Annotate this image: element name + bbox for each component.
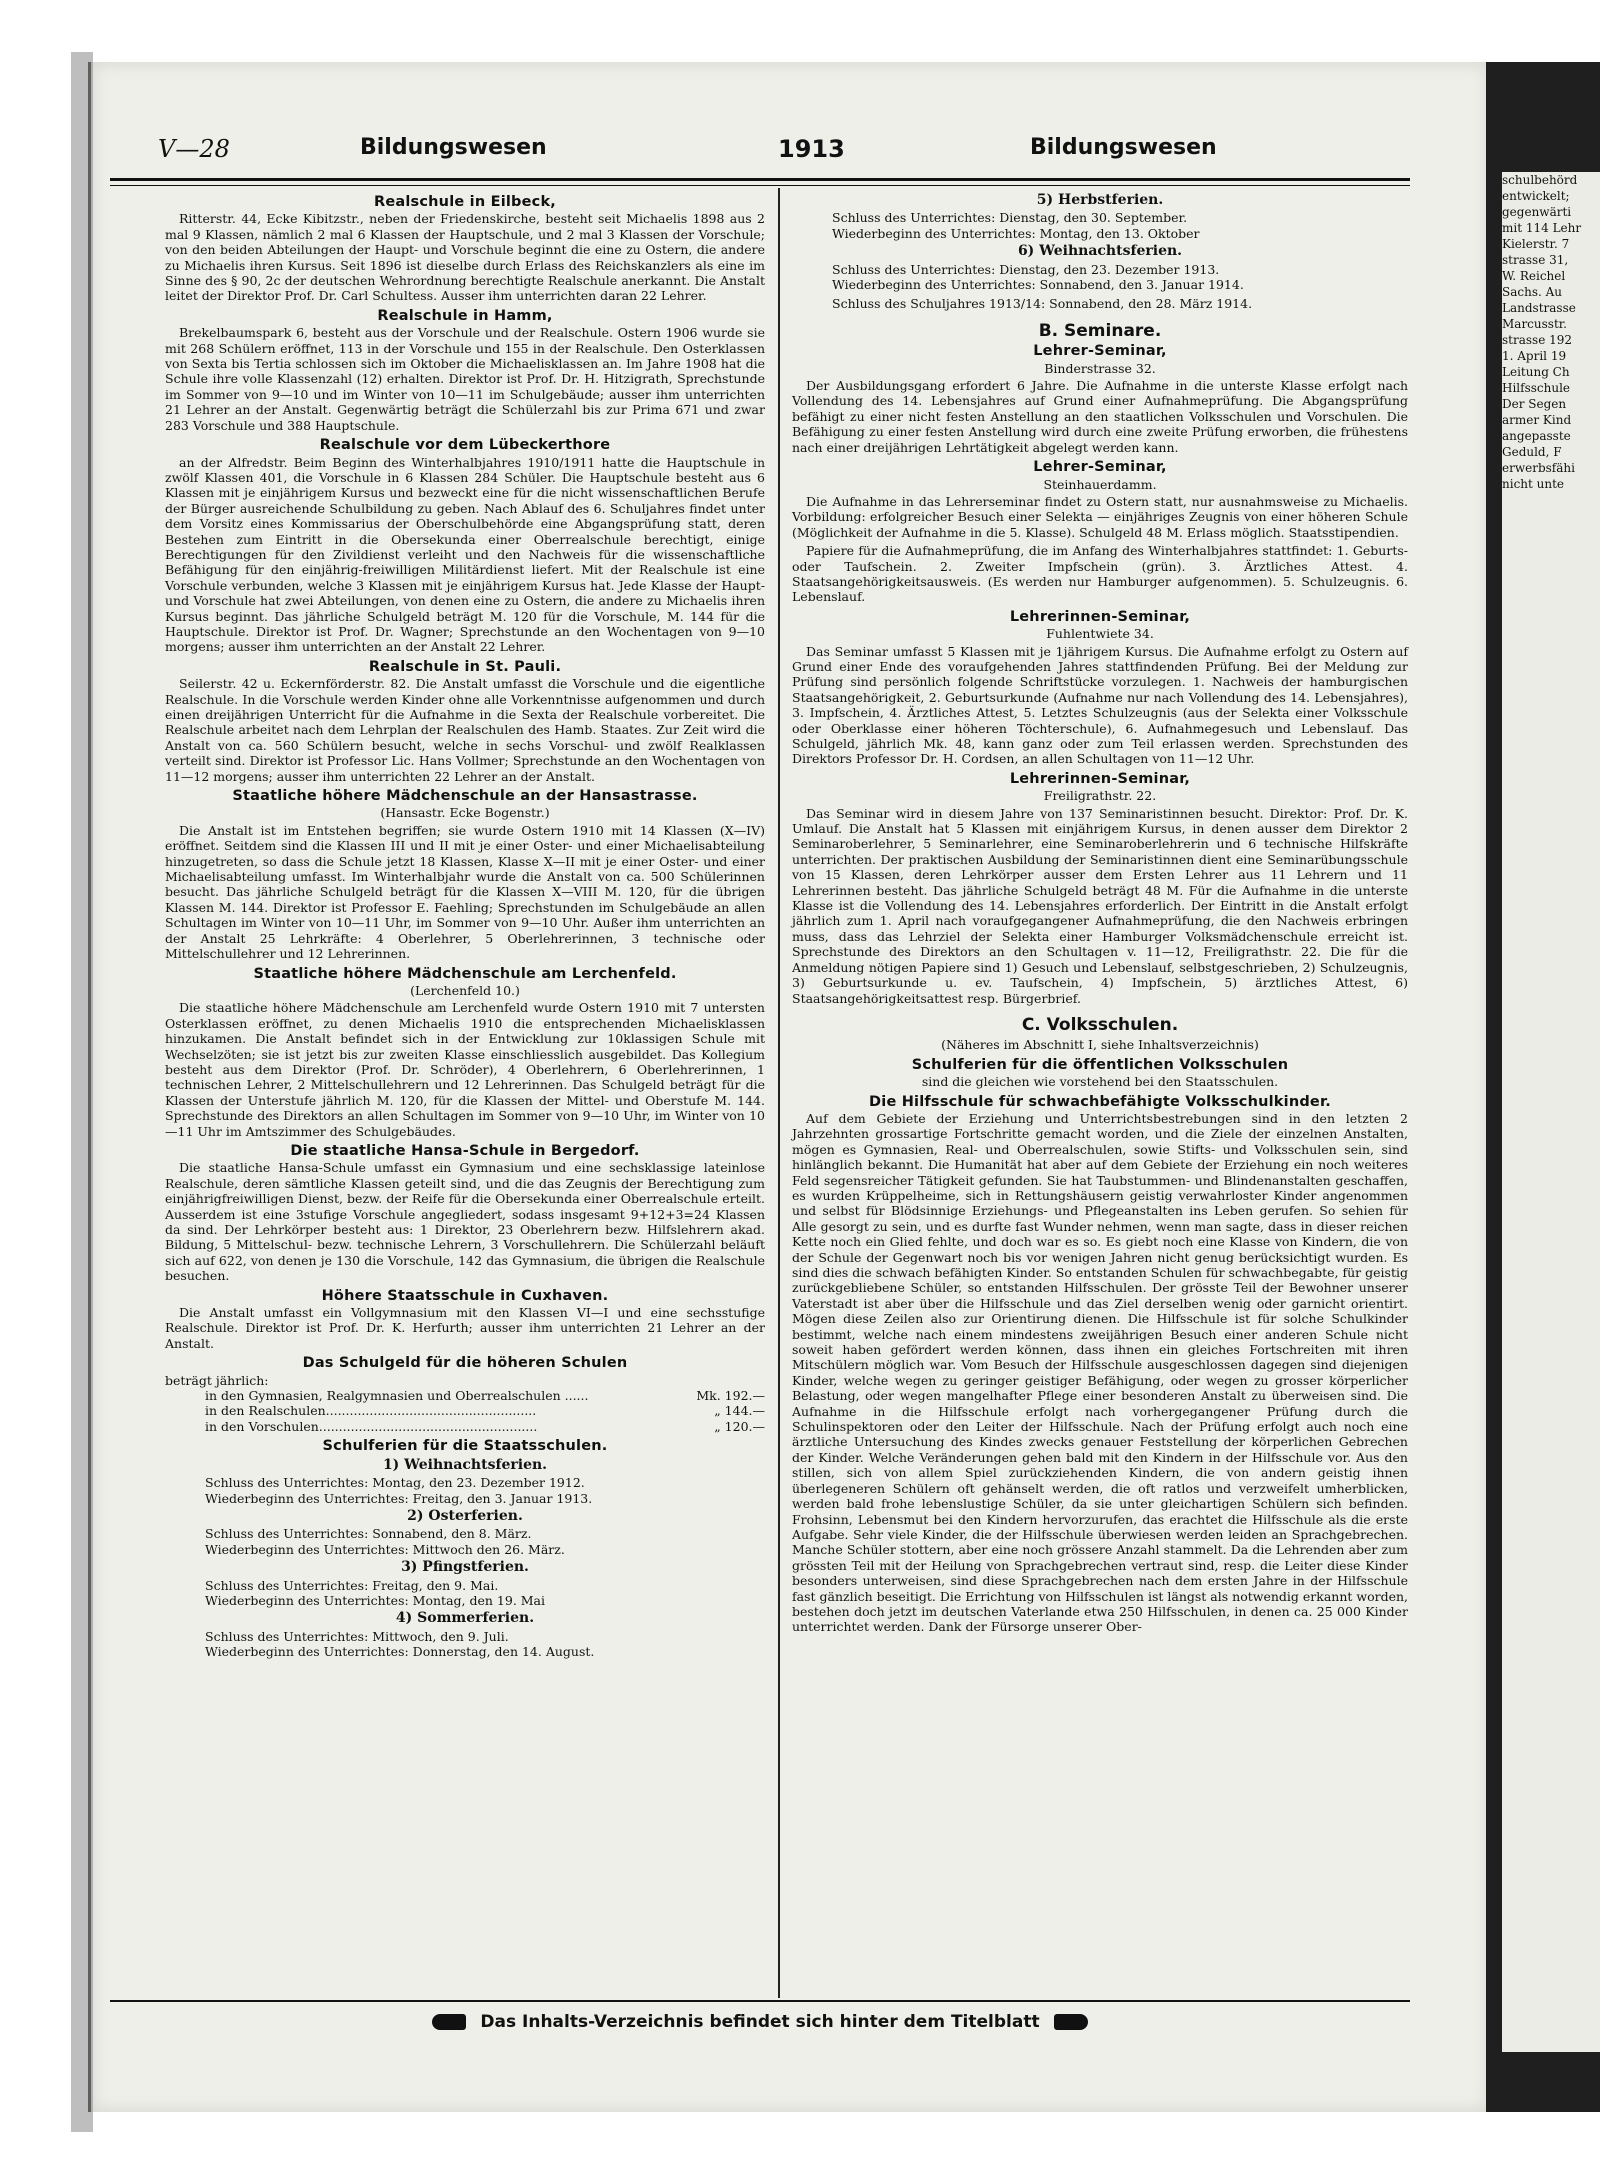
fee-value: Mk. 192.—: [696, 1388, 765, 1404]
ferien-line: Schluss des Unterrichtes: Mittwoch, den 9. Juli.: [205, 1628, 509, 1644]
adjacent-page-line: Landstrasse: [1502, 301, 1576, 315]
ferien-title: 2) Osterferien.: [407, 1507, 523, 1524]
ferien-line: Wiederbeginn des Unterrichtes: Donnerstag, den 14. August.: [205, 1644, 595, 1660]
column-separator: [778, 188, 780, 1998]
fee-row: [165, 1419, 765, 1434]
section-title: Staatliche höhere Mädchenschule an der Hansastrasse.: [232, 788, 698, 805]
ferien-line: Wiederbeginn des Unterrichtes: Mittwoch den 26. März.: [205, 1541, 565, 1557]
section-text: Ritterstr. 44, Ecke Kibitzstr., neben der Friedenskirche, besteht seit Michaelis 1898 aus 2 mal 9 Klassen, nämlich 2 mal 6 Klassen der Hauptschule, und 2 mal 3 Klassen der Vorschule; von den beiden Abteilungen der Haupt- und Vorschule beginnt die eine zu Ostern, die andere zu Michaelis ihren Kursus. Seit 1896 ist dieselbe durch Erlass des Reichskanzlers als eine im Sinne des § 90, 2c der deutschen Wehrordnung berechtigte Realschule anerkannt. Die Anstalt leitet der Direktor Prof. Dr. Carl Schultess. Ausser ihm unterrichten daran 22 Lehrer.: [165, 211, 765, 304]
adjacent-page-line: strasse 192: [1502, 333, 1573, 347]
footer-text: Das Inhalts-Verzeichnis befindet sich hinter dem Titelblatt: [480, 2012, 1040, 2032]
section-subtitle: sind die gleichen wie vorstehend bei den Staatsschulen.: [921, 1074, 1279, 1090]
left-column: [165, 190, 765, 1660]
fee-value: „ 144.—: [714, 1403, 765, 1419]
header-left-title: Bildungswesen: [360, 135, 547, 160]
footer-notice: [110, 2012, 1410, 2032]
ferien-line: Schluss des Unterrichtes: Dienstag, den 30. September.: [832, 210, 1188, 226]
page-header: [110, 135, 1410, 175]
ferien-line: Wiederbeginn des Unterrichtes: Sonnabend, den 3. Januar 1914.: [832, 277, 1244, 293]
section-text: Papiere für die Aufnahmeprüfung, die im Anfang des Winterhalbjahres stattfindet: 1. Geburts- oder Taufschein. 2. Zweiter Impfschein (grün). 3. Ärztliches Attest. 4. Staatsangehörigkeitsausweis. (Es werden nur Hamburger aufgenommen). 5. Schulzeugnis. 6. Lebenslauf.: [792, 543, 1408, 605]
section-text: Seilerstr. 42 u. Eckernförderstr. 82. Die Anstalt umfasst die Vorschule und die eigentliche Realschule. In die Vorschule werden Kinder ohne alle Vorkenntnisse aufgenommen und durch einen dreijährigen Unterricht für die Aufnahme in die Sexta der Realschule vorbereitet. Die Realschule arbeitet nach dem Lehrplan der Realschulen des Hamb. Staates. Zur Zeit wird die Anstalt von ca. 560 Schülern besucht, welche in sechs Vorschul- und zwölf Realklassen verteilt sind. Direktor ist Professor Lic. Hans Vollmer; Sprechstunde an den Wochentagen von 11—12 morgens; ausser ihm unterrichten 22 Lehrer an der Anstalt.: [165, 676, 765, 784]
section-title: Die Hilfsschule für schwachbefähigte Volksschulkinder.: [869, 1093, 1331, 1110]
section-text: Der Ausbildungsgang erfordert 6 Jahre. Die Aufnahme in die unterste Klasse erfolgt nach Vollendung des 14. Lebensjahres auf Grund einer Aufnahmeprüfung. Die Abgangsprüfung befähigt zu einer nicht festen Anstellung an den staatlichen Volksschulen und Vorschulen. Die Befähigung zu einer festen Anstellung wird durch eine zweite Prüfung erworben, die frühestens nach einer dreijährigen Lehrtätigkeit abgelegt werden kann.: [792, 378, 1408, 455]
ferien-line: Schluss des Unterrichtes: Sonnabend, den 8. März.: [205, 1526, 532, 1542]
adjacent-page-line: schulbehörd: [1502, 173, 1578, 187]
footer-rule: [110, 2000, 1410, 2002]
section-title: Lehrerinnen-Seminar,: [1009, 770, 1191, 787]
fee-label: in den Realschulen.....................................................: [205, 1403, 537, 1419]
chapter-title: C. Volksschulen.: [1021, 1014, 1179, 1035]
section-title: Staatliche höhere Mädchenschule am Lerchenfeld.: [253, 965, 677, 982]
ferien-line: Schluss des Unterrichtes: Freitag, den 9. Mai.: [205, 1577, 499, 1593]
adjacent-page-line: angepasste: [1502, 429, 1571, 443]
ferien-line: Wiederbeginn des Unterrichtes: Montag, den 13. Oktober: [832, 225, 1200, 241]
adjacent-page-line: Leitung Ch: [1502, 365, 1570, 379]
ferien-line: Schluss des Unterrichtes: Montag, den 23. Dezember 1912.: [205, 1475, 585, 1491]
section-text: Die Anstalt ist im Entstehen begriffen; sie wurde Ostern 1910 mit 14 Klassen (X—IV) eröffnet. Seitdem sind die Klassen III und II mit je einer Oster- und einer Michaelisabteilung hinzugetreten, so dass die Schule jetzt 18 Klassen, Klasse X—II mit je einer Oster- und einer Michaelisabteilung umfasst. Im Winterhalbjahr wurde die Anstalt von ca. 500 Schülerinnen besucht. Das jährliche Schulgeld beträgt für die Klassen X—VIII M. 120, für die übrigen Klassen M. 144. Direktor ist Professor E. Faehling; Sprechstunden im Schulgebäude an allen Schultagen im Winter von 10—11 Uhr, im Sommer von 9—10 Uhr. Außer ihm unterrichten an der Anstalt 25 Lehrkräfte: 4 Oberlehrer, 5 Oberlehrerinnen, 3 technische oder Mittelschullehrer und 12 Lehrerinnen.: [165, 822, 765, 962]
section-text: Das Seminar wird in diesem Jahre von 137 Seminaristinnen besucht. Direktor: Prof. Dr. K. Umlauf. Die Anstalt hat 5 Klassen mit einjährigem Kursus, in denen ausser dem Direktor 2 Seminaroberlehrer, 5 Seminarlehrer, eine Seminaroberlehrerin und 6 technische Hilfskräfte unterrichten. Der praktischen Ausbildung der Seminaristinnen dient eine Seminarübungsschule von 15 Klassen, deren Lehrkörper ausser dem Ersten Lehrer aus 11 Lehrern und 11 Lehrerinnen besteht. Das jährliche Schulgeld beträgt 48 M. Für die Aufnahme in die unterste Klasse ist die Vollendung des 14. Lebensjahres erforderlich. Der Eintritt in die Anstalt erfolgt jährlich zum 1. April nach voraufgegangener Aufnahmeprüfung, die den Nachweis erbringen muss, dass das Lehrziel der Selekta einer Hamburger Volksmädchenschule erreicht ist. Sprechstunde des Direktors an den Schultagen v. 11—12, Freiligrathstr. 22. Die für die Anmeldung nötigen Papiere sind 1) Gesuch und Lebenslauf, selbstgeschrieben, 2) Schulzeugnis, 3) Geburtsurkunde u. ev. Taufschein, 4) Impfschein, 5) ärztliches Attest, 6) Staatsangehörigkeitsattest resp. Bürgerbrief.: [792, 805, 1408, 1006]
section-text: Die staatliche höhere Mädchenschule am Lerchenfeld wurde Ostern 1910 mit 7 untersten Osterklassen eröffnet, zu denen Michaelis 1910 die entsprechenden Michaelisklassen hinzukamen. Die Anstalt befindet sich in der Entwicklung zur 10klassigen Schule mit Wechselzöten; sie ist jetzt bis zur zweiten Klasse einschliesslich ausgebildet. Das Kollegium besteht aus dem Direktor (Prof. Dr. Schröder), 4 Oberlehrern, 6 Oberlehrerinnen, 1 technischen Lehrer, 2 Mittelschullehrern und 12 Lehrerinnen. Das Schulgeld beträgt für die Klassen der Unterstufe jährlich M. 120, für die Klassen der Mittel- und Oberstufe M. 144. Sprechstunde des Direktors an allen Schultagen im Sommer von 9—10 Uhr, im Winter von 10—11 Uhr im Amtszimmer des Schulgebäudes.: [165, 1000, 765, 1139]
chapter-title: B. Seminare.: [1038, 320, 1162, 341]
fees-table: [165, 1388, 765, 1434]
adjacent-page-strip: [1486, 62, 1600, 2112]
adjacent-page-line: entwickelt;: [1502, 189, 1570, 203]
ferien-line: Wiederbeginn des Unterrichtes: Freitag, den 3. Januar 1913.: [205, 1490, 593, 1506]
section-subtitle: (Lerchenfeld 10.): [410, 982, 520, 998]
ferien-title: 4) Sommerferien.: [395, 1610, 535, 1627]
section-text: an der Alfredstr. Beim Beginn des Winterhalbjahres 1910/1911 hatte die Hauptschule in zwölf Klassen 401, die Vorschule in 6 Klassen 284 Schüler. Die Hauptschule besteht aus 6 Klassen mit je einjährigem Kursus und bezweckt eine für die nicht wissenschaftlichen Berufe der Bürger ausreichende Schulbildung zu geben. Nach Ablauf des 6. Schuljahres findet unter dem Vorsitz eines Kommissarius der Oberschulbehörde eine Abgangsprüfung statt, deren Bestehen zum Eintritt in die Obersekunda einer Oberrealschule berechtigt, einige Berechtigungen für den Zivildienst verleiht und den Nachweis für die wissenschaftliche Befähigung für den einjährig-freiwilligen Militärdienst liefert. Mit der Realschule ist eine Vorschule verbunden, welche 3 Klassen mit je einjährigem Kursus hat. Jede Klasse der Haupt- und Vorschule hat zwei Abteilungen, von denen eine zu Ostern, die andere zu Michaelis ihren Kursus beginnt. Das jährliche Schulgeld beträgt M. 120 für die Vorschule, M. 144 für die Hauptschule. Direktor ist Prof. Dr. Wagner; Sprechstunde an den Wochentagen von 9—10 morgens; ausser ihm unterrichten an der Anstalt 22 Lehrer.: [165, 454, 765, 655]
ferien-title: 3) Pfingstferien.: [401, 1559, 529, 1576]
ferien-title: 5) Herbstferien.: [1036, 192, 1164, 208]
section-title: Lehrer-Seminar,: [1033, 459, 1167, 476]
ferien-line: Schluss des Schuljahres 1913/14: Sonnabend, den 28. März 1914.: [832, 296, 1253, 312]
section-title: Das Schulgeld für die höheren Schulen: [302, 1355, 628, 1372]
adjacent-page-line: Hilfsschule: [1502, 381, 1571, 395]
header-rule: [110, 178, 1410, 186]
section-title: Lehrerinnen-Seminar,: [1009, 608, 1191, 625]
section-title: Schulferien für die Staatsschulen.: [322, 1438, 608, 1455]
section-title: Realschule in Hamm,: [377, 307, 553, 324]
adjacent-page-line: strasse 31,: [1502, 253, 1569, 267]
section-subtitle: Freiligrathstr. 22.: [1043, 788, 1157, 804]
ferien-title: 1) Weihnachtsferien.: [382, 1456, 548, 1473]
section-title: Realschule vor dem Lübeckerthore: [319, 437, 611, 454]
section-title: Realschule in Eilbeck,: [373, 194, 557, 210]
adjacent-page-line: armer Kind: [1502, 413, 1572, 427]
pointing-hand-icon: [1054, 2014, 1088, 2030]
ferien-line: Wiederbeginn des Unterrichtes: Montag, den 19. Mai: [205, 1592, 546, 1608]
section-text: Die Aufnahme in das Lehrerseminar findet zu Ostern statt, nur ausnahmsweise zu Michaelis. Vorbildung: erfolgreicher Besuch einer Selekta — einjähriges Zeugnis von einer höheren Schule (Möglichkeit der Aufnahme in die 5. Klasse). Schulgeld 48 M. Erlass möglich. Staatsstipendien.: [792, 493, 1408, 540]
adjacent-page-line: 1. April 19: [1502, 349, 1567, 363]
section-title: Lehrer-Seminar,: [1033, 343, 1167, 360]
section-subtitle: Binderstrasse 32.: [1044, 360, 1156, 376]
right-column: [792, 190, 1408, 1638]
section-subtitle: Fuhlentwiete 34.: [1046, 626, 1154, 642]
adjacent-page-line: erwerbsfähi: [1502, 461, 1575, 475]
adjacent-page-line: gegenwärti: [1502, 205, 1572, 219]
section-title: Realschule in St. Pauli.: [368, 658, 562, 675]
pointing-hand-icon: [432, 2014, 466, 2030]
section-title: Höhere Staatsschule in Cuxhaven.: [321, 1287, 609, 1304]
section-title: Schulferien für die öffentlichen Volksschulen: [911, 1056, 1289, 1073]
adjacent-page-line: Kielerstr. 7: [1502, 237, 1570, 251]
adjacent-page-line: Geduld, F: [1502, 445, 1562, 459]
section-text: Das Seminar umfasst 5 Klassen mit je 1jährigem Kursus. Die Aufnahme erfolgt zu Ostern auf Grund einer Ende des voraufgehenden Jahres stattfindenden Prüfung. Bei der Meldung zur Prüfung sind persönlich folgende Schriftstücke vorzulegen. 1. Nachweis der hamburgischen Staatsangehörigkeit, 2. Geburtsurkunde (Aufnahme nur nach Vollendung des 14. Lebensjahres), 3. Impfschein, 4. Ärztliches Attest, 5. Letztes Schulzeugnis (aus der Selekta einer Volksschule oder Oberklasse einer höheren Töchterschule), 6. Aufnahmegesuch und Lebenslauf. Das Schulgeld, jährlich Mk. 48, kann ganz oder zum Teil erlassen werden. Sprechstunden des Direktors Professor Dr. H. Cordsen, an allen Schultagen von 11—12 Uhr.: [792, 643, 1408, 767]
adjacent-page-line: nicht unte: [1502, 477, 1565, 491]
adjacent-page-line: Der Segen: [1502, 397, 1567, 411]
fee-row: [165, 1388, 765, 1403]
ferien-title: 6) Weihnachtsferien.: [1017, 243, 1183, 260]
fees-intro: beträgt jährlich:: [165, 1372, 269, 1388]
section-text: Auf dem Gebiete der Erziehung und Unterrichtsbestrebungen sind in den letzten 2 Jahrzehnten grossartige Fortschritte gemacht worden, und die Ziele der einzelnen Anstalten, mögen es Gymnasien, Real- und Oberrealschulen, sowie Stifts- und Volksschulen sein, sind hinlänglich bekannt. Die Humanität hat aber auf dem Gebiete der Erziehung ein noch weiteres Feld segensreicher Tätigkeit gefunden. Sie hat Taubstummen- und Blindenanstalten geschaffen, es wurden Krüppelheime, sich in Rettungshäusern geistig verwahrloster Kinder angenommen und selbst für Blödsinnige Erziehungs- und Pflegeanstalten ins Leben gerufen. So sehien für Alle gesorgt zu sein, und es durfte fast Wunder nehmen, wenn man sagte, dass in dieser reichen Kette noch ein Glied fehlte, und doch war es so. Es giebt noch eine Klasse von Kindern, die von der Schule der Gegenwart noch bis vor wenigen Jahren nicht genug berücksichtigt wurden. Es sind dies die schwach befähigten Kinder. So entstanden Schulen für schwachbegabte, für geistig zurückgebliebene Schüler, so entstanden Hilfsschulen. Der grösste Teil der Bewohner unserer Vaterstadt ist aber über die Hilfsschule und das Ziel derselben wenig oder garnicht orientirt. Mögen diese Zeilen also zur Orientirung dienen. Die Hilfsschule ist für solche Schulkinder bestimmt, welche nach einem mindestens zweijährigen Besuch einer anderen Schule nicht soweit haben gefördert werden können, dass ihnen ein gleiches Fortschreiten mit ihren Mitschülern möglich war. Vom Besuch der Hilfsschule ausgeschlossen dagegen sind diejenigen Kinder, welche wegen zu geringer geistiger Befähigung, oder wegen zu grosser körperlicher Belastung, oder wegen mangelhafter Pflege einer besonderen Anstalt zu überweisen sind. Die Aufnahme in die Hilfsschule erfolgt nach vorhergegangener Prüfung durch die Schulinspektoren oder den Leiter der Hilfsschule. Nach der Prüfung erfolgt auch noch eine ärztliche Untersuchung des Kindes zwecks genauer Feststellung der körperlichen Gebrechen der Kinder. Welche Veränderungen gehen bald mit den Kindern in der Hilfsschule vor. Aus den stillen, sich von allem Spiel zurückziehenden Kindern, die von andern geistig ihnen überlegeneren Schülern oft gehänselt werden, die oft ratlos und verzweifelt umherblicken, werden bald frohe lebenslustige Schüler, da sie unter gleichartigen Schülern sich befinden. Frohsinn, Lebensmut bei den Kindern hervorzurufen, das erachtet die Hilfsschule als die erste Aufgabe. Sehr viele Kinder, die der Hilfsschule überwiesen werden leiden an Sprachgebrechen. Manche Schüler stottern, aber eine noch grössere Anzahl stammelt. Da die Lehrenden aber zum grössten Teil mit der Heilung von Sprachgebrechen vertraut sind, resp. die Leiter diese Kinder besonders unterweisen, sind diese Sprachgebrechen nach dem ersten Jahre in der Hilfsschule fast gänzlich beseitigt. Die Errichtung von Hilfsschulen ist längst als notwendig erkannt worden, bestehen doch jetzt im deutschen Vaterlande etwa 250 Hilfsschulen, in denen ca. 25 000 Kinder unterrichtet werden. Dank der Fürsorge unserer Ober-: [792, 1110, 1408, 1635]
fee-label: in den Gymnasien, Realgymnasien und Oberrealschulen ......: [205, 1388, 589, 1404]
adjacent-page-text: [1502, 172, 1600, 2052]
page-reference: V—28: [158, 135, 230, 163]
header-right-title: Bildungswesen: [1030, 135, 1217, 160]
scan-margin: [0, 0, 55, 2177]
section-text: Die staatliche Hansa-Schule umfasst ein Gymnasium und eine sechsklassige lateinlose Realschule, deren sämtliche Klassen geteilt sind, und die das Zeugnis der Berechtigung zum einjährigfreiwilligen Dienst, bezw. der Reife für die Obersekunda einer Oberrealschule erteilt. Ausserdem ist eine 3stufige Vorschule angegliedert, sodass insgesamt 9+12+3=24 Klassen da sind. Der Lehrkörper besteht aus: 1 Direktor, 23 Oberlehrern bezw. Hilfslehrern akad. Bildung, 5 Mittelschul- bezw. technische Lehrern, 3 Vorschullehrern. Die Schülerzahl beläuft sich auf 622, von denen je 130 die Vorschule, 142 das Gymnasium, die übrigen die Realschule besuchen.: [165, 1160, 765, 1284]
adjacent-page-line: mit 114 Lehr: [1502, 221, 1582, 235]
adjacent-page-line: W. Reichel: [1502, 269, 1566, 283]
header-year: 1913: [778, 135, 845, 163]
section-text: Die Anstalt umfasst ein Vollgymnasium mit den Klassen VI—I und eine sechsstufige Realschule. Direktor ist Prof. Dr. K. Herfurth; ausser ihm unterrichten 21 Lehrer an der Anstalt.: [165, 1305, 765, 1351]
section-text: Brekelbaumspark 6, besteht aus der Vorschule und der Realschule. Ostern 1906 wurde sie mit 268 Schülern eröffnet, 113 in der Vorschule und 155 in der Realschule. Den Osterklassen von Sexta bis Tertia schlossen sich im Oktober die Michaelisklassen an. Im Jahre 1908 hat die Schule ihre volle Klassenzahl (12) erhalten. Direktor ist Prof. Dr. H. Hitzigrath, Sprechstunde im Sommer von 9—10 und im Winter von 10—11 im Schulgebäude; ausser ihm unterrichten 21 Lehrer an der Anstalt. Gegenwärtig beträgt die Schülerzahl bis zur Prima 671 und zwar 283 Vorschule und 388 Hauptschule.: [165, 325, 765, 433]
adjacent-page-line: Marcusstr.: [1502, 317, 1567, 331]
section-subtitle: (Hansastr. Ecke Bogenstr.): [380, 805, 550, 821]
section-title: Die staatliche Hansa-Schule in Bergedorf.: [290, 1142, 640, 1159]
section-subtitle: (Näheres im Abschnitt I, siehe Inhaltsverzeichnis): [941, 1037, 1259, 1053]
fee-label: in den Vorschulen.......................................................: [205, 1418, 538, 1434]
fee-value: „ 120.—: [714, 1418, 765, 1434]
section-subtitle: Steinhauerdamm.: [1043, 476, 1157, 492]
ferien-line: Schluss des Unterrichtes: Dienstag, den 23. Dezember 1913.: [832, 261, 1220, 277]
fee-row: [165, 1403, 765, 1418]
adjacent-page-line: Sachs. Au: [1502, 285, 1563, 299]
